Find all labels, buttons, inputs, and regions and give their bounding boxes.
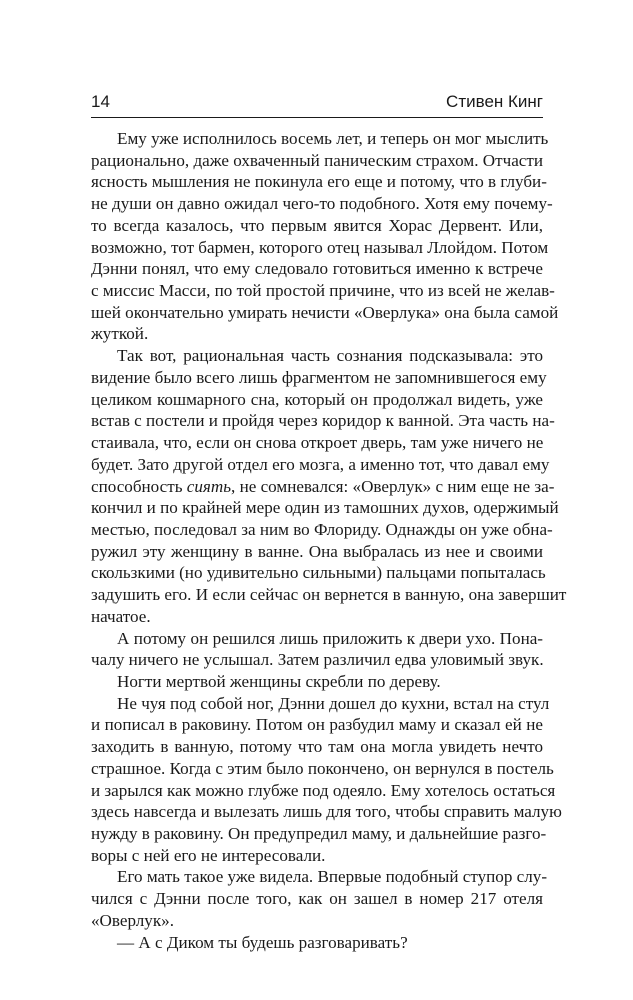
text-line: целиком кошмарного сна, который он продолжал видеть, уже bbox=[91, 389, 543, 409]
text-line: страшное. Когда с этим было покончено, он вернулся в постель bbox=[91, 758, 554, 778]
body-text bbox=[91, 128, 567, 953]
text-line: Ногти мертвой женщины скребли по дереву. bbox=[117, 671, 441, 691]
text-line: Не чуя под собой ног, Дэнни дошел до кухни, встал на стул bbox=[117, 693, 550, 713]
text-line: Его мать такое уже видела. Впервые подобный ступор слу- bbox=[117, 867, 548, 887]
text-line: не души он давно ожидал чего-то подобного. Хотя ему почему- bbox=[91, 194, 553, 214]
text-run: способность bbox=[91, 476, 187, 496]
text-line: Ему уже исполнилось восемь лет, и теперь он мог мыслить bbox=[117, 129, 549, 148]
text-line: — А с Диком ты будешь разговаривать? bbox=[117, 932, 408, 952]
text-line: жуткой. bbox=[91, 324, 149, 344]
text-line: шей окончательно умирать нечисти «Оверлука» она была самой bbox=[91, 302, 559, 322]
text-line: будет. Зато другой отдел его мозга, а именно тот, что давал ему bbox=[91, 454, 550, 474]
text-line: с миссис Масси, по той простой причине, что из всей не желав- bbox=[91, 281, 555, 301]
text-line: воры с ней его не интересовали. bbox=[91, 845, 326, 865]
text-run: , не сомневался: «Оверлук» с ним еще не за- bbox=[231, 476, 555, 496]
header-rule bbox=[91, 117, 543, 118]
text-line: чалу ничего не услышал. Затем различил едва уловимый звук. bbox=[91, 650, 544, 670]
text-line: чился с Дэнни после того, как он зашел в номер 217 отеля bbox=[91, 889, 543, 909]
text-line: и пописал в раковину. Потом он разбудил маму и сказал ей не bbox=[91, 715, 543, 735]
text-line: А потому он решился лишь приложить к двери ухо. Пона- bbox=[117, 628, 543, 648]
text-line: Дэнни понял, что ему следовало готовиться именно к встрече bbox=[91, 259, 543, 279]
text-line: местью, последовал за ним во Флориду. Однажды он уже обна- bbox=[91, 519, 553, 539]
text-line: ясность мышления не покинула его еще и потому, что в глуби- bbox=[91, 172, 547, 192]
text-line: встав с постели и пройдя через коридор к ванной. Эта часть на- bbox=[91, 411, 555, 431]
text-line: Так вот, рациональная часть сознания подсказывала: это bbox=[117, 346, 543, 366]
text-line: здесь навсегда и вылезать лишь для того, чтобы справить малую bbox=[91, 802, 562, 822]
text-line: стаивала, что, если он снова откроет дверь, там уже ничего не bbox=[91, 433, 544, 453]
text-line: рационально, даже охваченный паническим страхом. Отчасти bbox=[91, 150, 543, 170]
text-line: видение было всего лишь фрагментом не запомнившегося ему bbox=[91, 367, 547, 387]
text-line: заходить в ванную, потому что там она могла увидеть нечто bbox=[91, 737, 543, 757]
text-line: возможно, тот бармен, которого отец называл Ллойдом. Потом bbox=[91, 237, 549, 257]
text-line: и зарылся как можно глубже под одеяло. Ему хотелось остаться bbox=[91, 780, 556, 800]
italic-word: сиять bbox=[186, 476, 232, 496]
text-line bbox=[91, 476, 555, 498]
author-name: Стивен Кинг bbox=[446, 92, 543, 111]
text-line: «Оверлук». bbox=[91, 910, 174, 930]
text-line: задушить его. И если сейчас он вернется в ванную, она завершит bbox=[91, 585, 567, 605]
text-line: скользкими (но удивительно сильными) пальцами попыталась bbox=[91, 563, 546, 583]
text-line: нужду в раковину. Он предупредил маму, и дальнейшие разго- bbox=[91, 824, 547, 843]
text-line: то всегда казалось, что первым явится Хорас Дервент. Или, bbox=[91, 215, 543, 235]
text-line: ружил эту женщину в ванне. Она выбралась из нее и своими bbox=[91, 541, 543, 561]
running-head bbox=[91, 92, 543, 116]
page-number: 14 bbox=[91, 92, 110, 111]
text-line: кончил и по крайней мере один из тамошних духов, одержимый bbox=[91, 498, 559, 518]
text-line: начатое. bbox=[91, 606, 151, 626]
